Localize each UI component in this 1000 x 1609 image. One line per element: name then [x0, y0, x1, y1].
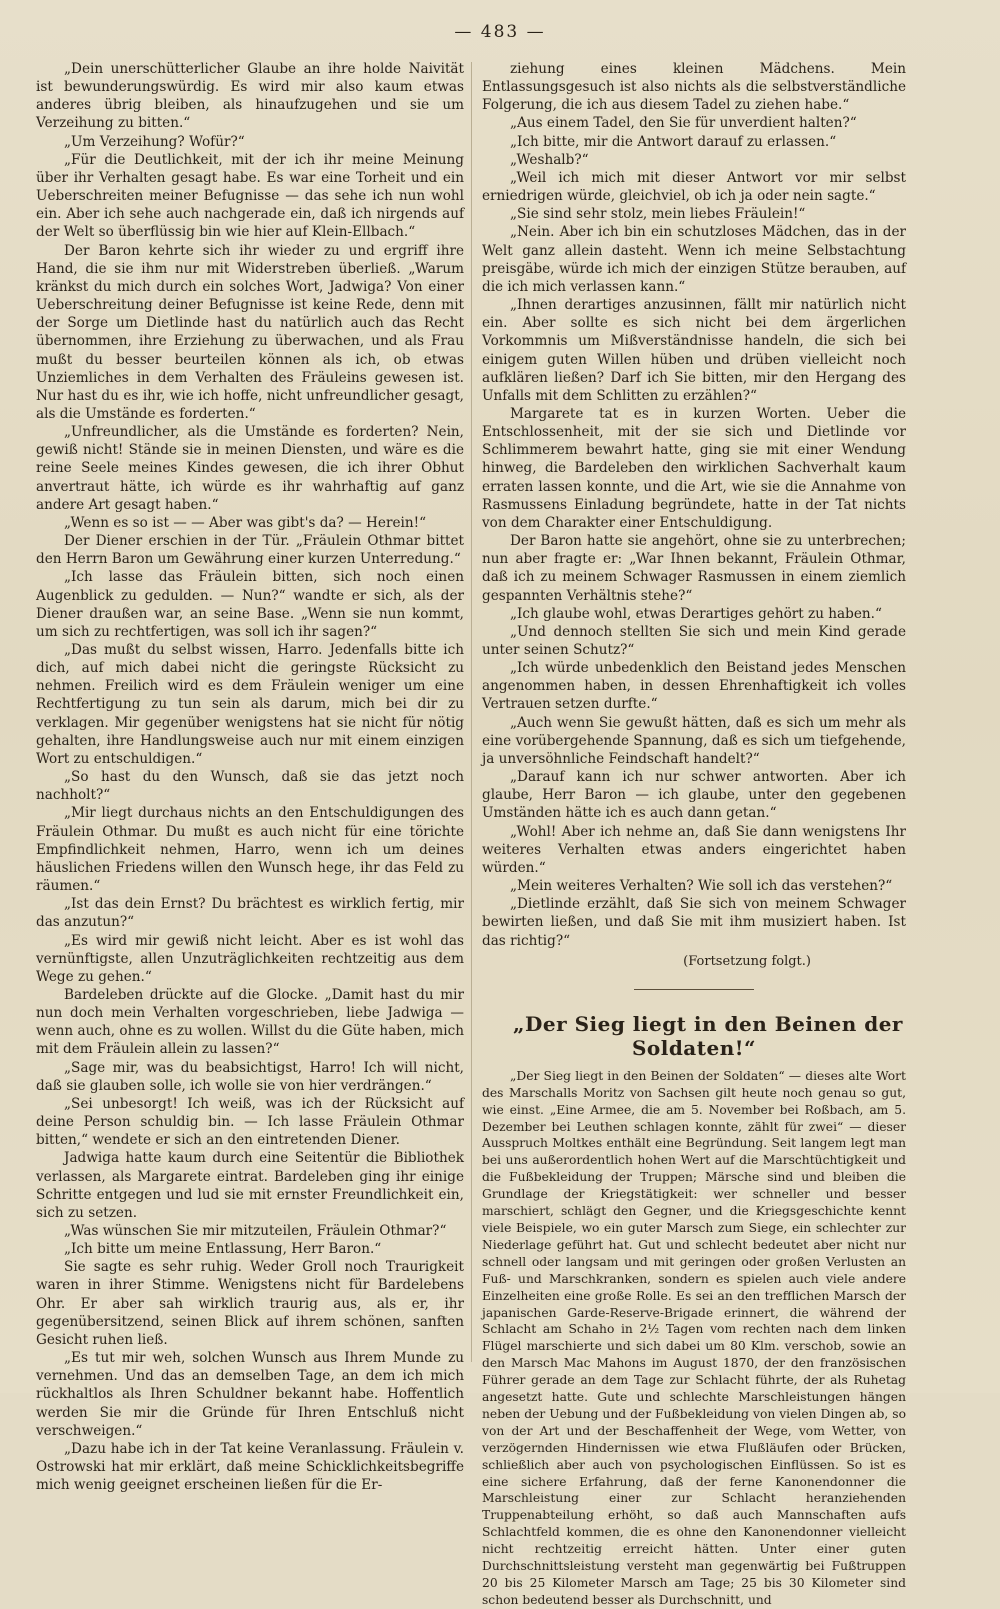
- paragraph: „Nein. Aber ich bin ein schutzloses Mädchen, das in der Welt ganz allein dasteht. Wenn ich meine Selbstachtung preisgäbe, würde ich mich der einzigen Stütze berauben, auf die ich mich verlassen kann.“: [482, 224, 906, 295]
- paragraph: Jadwiga hatte kaum durch eine Seitentür die Bibliothek verlassen, als Margarete eintrat. Bardeleben ging ihr einige Schritte entgegen und lud sie mit ernster Freundlichkeit ein, sich zu setzen.: [36, 1150, 464, 1221]
- right-column: [482, 60, 906, 1609]
- paragraph: „Ich lasse das Fräulein bitten, sich noch einen Augenblick zu gedulden. — Nun?“ wandte er sich, als der Diener draußen war, an seine Base. „Wenn sie nun kommt, um sich zu rechtfertigen, was soll ich ihr sagen?“: [36, 569, 464, 640]
- paragraph: Bardeleben drückte auf die Glocke. „Damit hast du mir nun doch mein Verhalten vorgeschrieben, liebe Jadwiga — wenn auch, ohne es zu wollen. Willst du die Güte haben, mich mit dem Fräulein allein zu lassen?“: [36, 986, 464, 1058]
- paragraph: „Ist das dein Ernst? Du brächtest es wirklich fertig, mir das anzutun?“: [36, 896, 464, 931]
- paragraph: „Weil ich mich mit dieser Antwort vor mir selbst erniedrigen würde, gleichviel, ob ich ja oder nein sagte.“: [482, 169, 906, 205]
- paragraph: „Mein weiteres Verhalten? Wie soll ich das verstehen?“: [510, 878, 893, 895]
- page-number: — 483 —: [454, 22, 546, 42]
- section-divider: [634, 989, 754, 990]
- paragraph: „Unfreundlicher, als die Umstände es forderten? Nein, gewiß nicht! Stände sie in meinen Diensten, und wäre es die reine Seele meines Kindes gewesen, die ich ihrer Obhut anvertraut hätte, ich würde es ihr wahrhaftig auf ganz andere Art gesagt haben.“: [36, 424, 464, 513]
- paragraph: ziehung eines kleinen Mädchens. Mein Entlassungsgesuch ist also nichts als die selbstverständliche Folgerung, die ich aus diesem Tadel zu ziehen habe.“: [482, 61, 906, 114]
- paragraph: „Dein unerschütterlicher Glaube an ihre holde Naivität ist bewunderungswürdig. Es wird mir also kaum etwas anderes übrig bleiben, als hinaufzugehen und sie um Verzeihung zu bitten.“: [36, 61, 464, 132]
- paragraph: „Es wird mir gewiß nicht leicht. Aber es ist wohl das vernünftigste, allen Unzuträglichkeiten rechtzeitig aus dem Wege zu gehen.“: [36, 932, 464, 985]
- paragraph: „Dietlinde erzählt, daß Sie sich von meinem Schwager bewirten ließen, und daß Sie mit ihm musiziert haben. Ist das richtig?“: [482, 896, 906, 949]
- paragraph: „Ich bitte um meine Entlassung, Herr Baron.“: [64, 1241, 382, 1258]
- paragraph: „Mir liegt durchaus nichts an den Entschuldigungen des Fräulein Othmar. Du mußt es auch nicht für eine törichte Empfindlichkeit nehmen, Harro, wenn ich um deines häuslichen Friedens willen den Wunsch hege, ihr das Feld zu räumen.“: [36, 805, 464, 895]
- paragraph: „Ich glaube wohl, etwas Derartiges gehört zu haben.“: [510, 605, 882, 622]
- continuation-note: (Fortsetzung folgt.): [683, 953, 811, 969]
- paragraph: „Wohl! Aber ich nehme an, daß Sie dann wenigstens Ihr weiteres Verhalten etwas anders eingerichtet haben würden.“: [482, 823, 906, 876]
- paragraph: „Dazu habe ich in der Tat keine Veranlassung. Fräulein v. Ostrowski hat mir erklärt, daß meine Schicklichkeitsbegriffe mich wenig geeignet erscheinen ließen für die Er-: [36, 1440, 464, 1494]
- paragraph: „Das mußt du selbst wissen, Harro. Jedenfalls bitte ich dich, auf mich dabei nicht die geringste Rücksicht zu nehmen. Freilich wird es dem Fräulein weniger um eine Rechtfertigung zu tun sein als darum, mich bei dir zu verklagen. Mir gegenüber wenigstens hat sie nicht für nötig gehalten, ihre Handlungsweise auch nur mit einem einzigen Wort zu entschuldigen.“: [36, 642, 464, 767]
- paragraph: „So hast du den Wunsch, daß sie das jetzt noch nachholt?“: [36, 769, 464, 804]
- article-body: [482, 1068, 906, 1609]
- paragraph: „Sage mir, was du beabsichtigst, Harro! Ich will nicht, daß sie glauben solle, ich wolle sie von hier verdrängen.“: [36, 1059, 464, 1094]
- paragraph: „Ich bitte, mir die Antwort darauf zu erlassen.“: [510, 133, 837, 150]
- paragraph: „Weshalb?“: [510, 151, 589, 168]
- paragraph: „Wenn es so ist — — Aber was gibt's da? — Herein!“: [64, 514, 427, 531]
- paragraph: Margarete tat es in kurzen Worten. Ueber die Entschlossenheit, mit der sie sich und Dietlinde vor Schlimmerem bewahrt hatte, ging sie mit einer Wendung hinweg, die Bardeleben den wirklichen Sachverhalt kaum erraten lassen konnte, und die Art, wie sie die Annahme von Rasmussens Einladung begründete, hatte in der Tat nichts von dem Charakter einer Entschuldigung.: [482, 405, 906, 531]
- paragraph: „Sei unbesorgt! Ich weiß, was ich der Rücksicht auf deine Person schuldig bin. — Ich lasse Fräulein Othmar bitten,“ wendete er sich an den eintretenden Diener.: [36, 1095, 464, 1149]
- paragraph: „Um Verzeihung? Wofür?“: [64, 133, 245, 150]
- paragraph: Der Diener erschien in der Tür. „Fräulein Othmar bittet den Herrn Baron um Gewährung einer kurzen Unterredung.“: [36, 533, 464, 568]
- paragraph: „Ich würde unbedenklich den Beistand jedes Menschen angenommen haben, in dessen Ehrenhaftigkeit ich volles Vertrauen setzen durfte.“: [482, 660, 906, 713]
- paragraph: „Was wünschen Sie mir mitzuteilen, Fräulein Othmar?“: [64, 1223, 447, 1239]
- paragraph: Der Baron kehrte sich ihr wieder zu und ergriff ihre Hand, die sie ihm nur mit Widerstreben überließ. „Warum kränkst du mich durch ein solches Wort, Jadwiga? Von einer Ueberschreitung deiner Befugnisse ist keine Rede, denn mit der Sorge um Dietlinde hast du natürlich auch das Recht übernommen, ihre Erziehung zu überwachen, und als Frau mußt du besser beurteilen können als ich, ob etwas Unziemliches in dem Verhalten des Fräuleins gewesen ist. Nur hast du es ihr, wie ich hoffe, nicht unfreundlicher gesagt, als die Umstände es forderten.“: [36, 242, 464, 422]
- paragraph: Sie sagte es sehr ruhig. Weder Groll noch Traurigkeit waren in ihrer Stimme. Wenigstens nicht für Bardelebens Ohr. Er aber sah wirklich traurig aus, als er, ihr gegenübersitzend, seinen Blick auf ihrem schönen, sanften Gesicht ruhen ließ.: [36, 1259, 464, 1348]
- paragraph: „Ihnen derartiges anzusinnen, fällt mir natürlich nicht ein. Aber sollte es sich nicht bei dem ärgerlichen Vorkommnis um Mißverständnisse handeln, die sich bei einigem guten Willen hüben und drüben vielleicht noch aufklären ließen? Darf ich Sie bitten, mir den Hergang des Unfalls mit dem Schlitten zu erzählen?“: [482, 297, 906, 404]
- paragraph: „Der Sieg liegt in den Beinen der Soldaten“ — dieses alte Wort des Marschalls Moritz von Sachsen gilt heute noch genau so gut, wie einst. „Eine Armee, die am 5. November bei Roßbach, am 5. Dezember bei Leuthen schlagen konnte, zählt für zwei“ — dieser Ausspruch Moltkes enthält eine Begründung. Seit langem legt man bei uns außerordentlich hohen Wert auf die Marschtüchtigkeit und die Fußbekleidung der Truppen; Märsche sind und bleiben die Grundlage der Kriegstätigkeit: wer schneller und besser marschiert, schlägt den Gegner, und die Kriegsgeschichte kennt viele Beispiele, wo ein guter Marsch zum Siege, ein schlechter zur Niederlage geführt hat. Gut und schlecht bedeutet aber nicht nur schnell oder langsam und mit geringen oder großen Verlusten an Fuß- und Marschkranken, sondern es spielen auch viele andere Einzelheiten eine große Rolle. Es sei an den trefflichen Marsch der japanischen Garde-Reserve-Brigade erinnert, die während der Schlacht am Schaho in 2½ Tagen vom rechten nach dem linken Flügel marschierte und sich dabei um 80 Klm. verschob, sowie an den Marsch Mac Mahons im August 1870, der den französischen Führer gerade an dem Tage zur Schlacht führte, der als Ruhetag angesetzt hatte. Gute und schlechte Marschleistungen hängen neben der Uebung und der Fußbekleidung von vielen Dingen ab, so von der Art und der Beschaffenheit der Wege, vom Wetter, von verzögernden Hindernissen wie etwa Flußläufen oder Brücken, schließlich aber auch von psychologischen Einflüssen. So ist es eine sichere Erfahrung, daß der ferne Kanonendonner die Marschleistung einer zur Schlacht heranziehenden Truppenabteilung erhöht, so daß auch Mannschaften aufs Schlachtfeld kommen, die es ohne den Kanonendonner vielleicht nicht rechtzeitig erreicht hätten. Unter einer guten Durchschnittsleistung versteht man gegenwärtig bei Fußtruppen 20 bis 25 Kilometer Marsch am Tage; 25 bis 30 Kilometer sind schon bedeutend besser als Durchschnitt, und: [482, 1068, 906, 1607]
- article-title: „Der Sieg liegt in den Beinen der Soldaten!“: [513, 1011, 903, 1060]
- left-column: [36, 60, 464, 1494]
- paragraph: „Sie sind sehr stolz, mein liebes Fräulein!“: [510, 206, 806, 223]
- paragraph: „Für die Deutlichkeit, mit der ich ihr meine Meinung über ihr Verhalten gesagt habe. Es war eine Torheit und ein Ueberschreiten meiner Befugnisse — das sehe ich nun wohl ein. Aber ich sehe auch nachgerade ein, daß ich nirgends auf der Welt so überflüssig bin wie hier auf Klein-Ellbach.“: [36, 151, 464, 241]
- column-divider: [471, 62, 472, 1362]
- paragraph: „Aus einem Tadel, den Sie für unverdient halten?“: [510, 115, 857, 132]
- paragraph: „Es tut mir weh, solchen Wunsch aus Ihrem Munde zu vernehmen. Und das an demselben Tage, an dem ich mich rückhaltlos als Ihren Schuldner bekannt habe. Hoffentlich werden Sie mir die Gründe für Ihren Entschluß nicht verschweigen.“: [36, 1350, 464, 1439]
- paragraph: Der Baron hatte sie angehört, ohne sie zu unterbrechen; nun aber fragte er: „War Ihnen bekannt, Fräulein Othmar, daß ich zu meinem Schwager Rasmussen in einem ziemlich gespannten Verhältnis stehe?“: [482, 533, 906, 604]
- paragraph: „Und dennoch stellten Sie sich und mein Kind gerade unter seinen Schutz?“: [482, 623, 906, 658]
- paragraph: „Auch wenn Sie gewußt hätten, daß es sich um mehr als eine vorübergehende Spannung, daß es sich um tiefgehende, ja unversöhnliche Feindschaft handelt?“: [482, 714, 906, 767]
- paragraph: „Darauf kann ich nur schwer antworten. Aber ich glaube, Herr Baron — ich glaube, unter den gegebenen Umständen hätte ich es auch dann getan.“: [482, 769, 906, 822]
